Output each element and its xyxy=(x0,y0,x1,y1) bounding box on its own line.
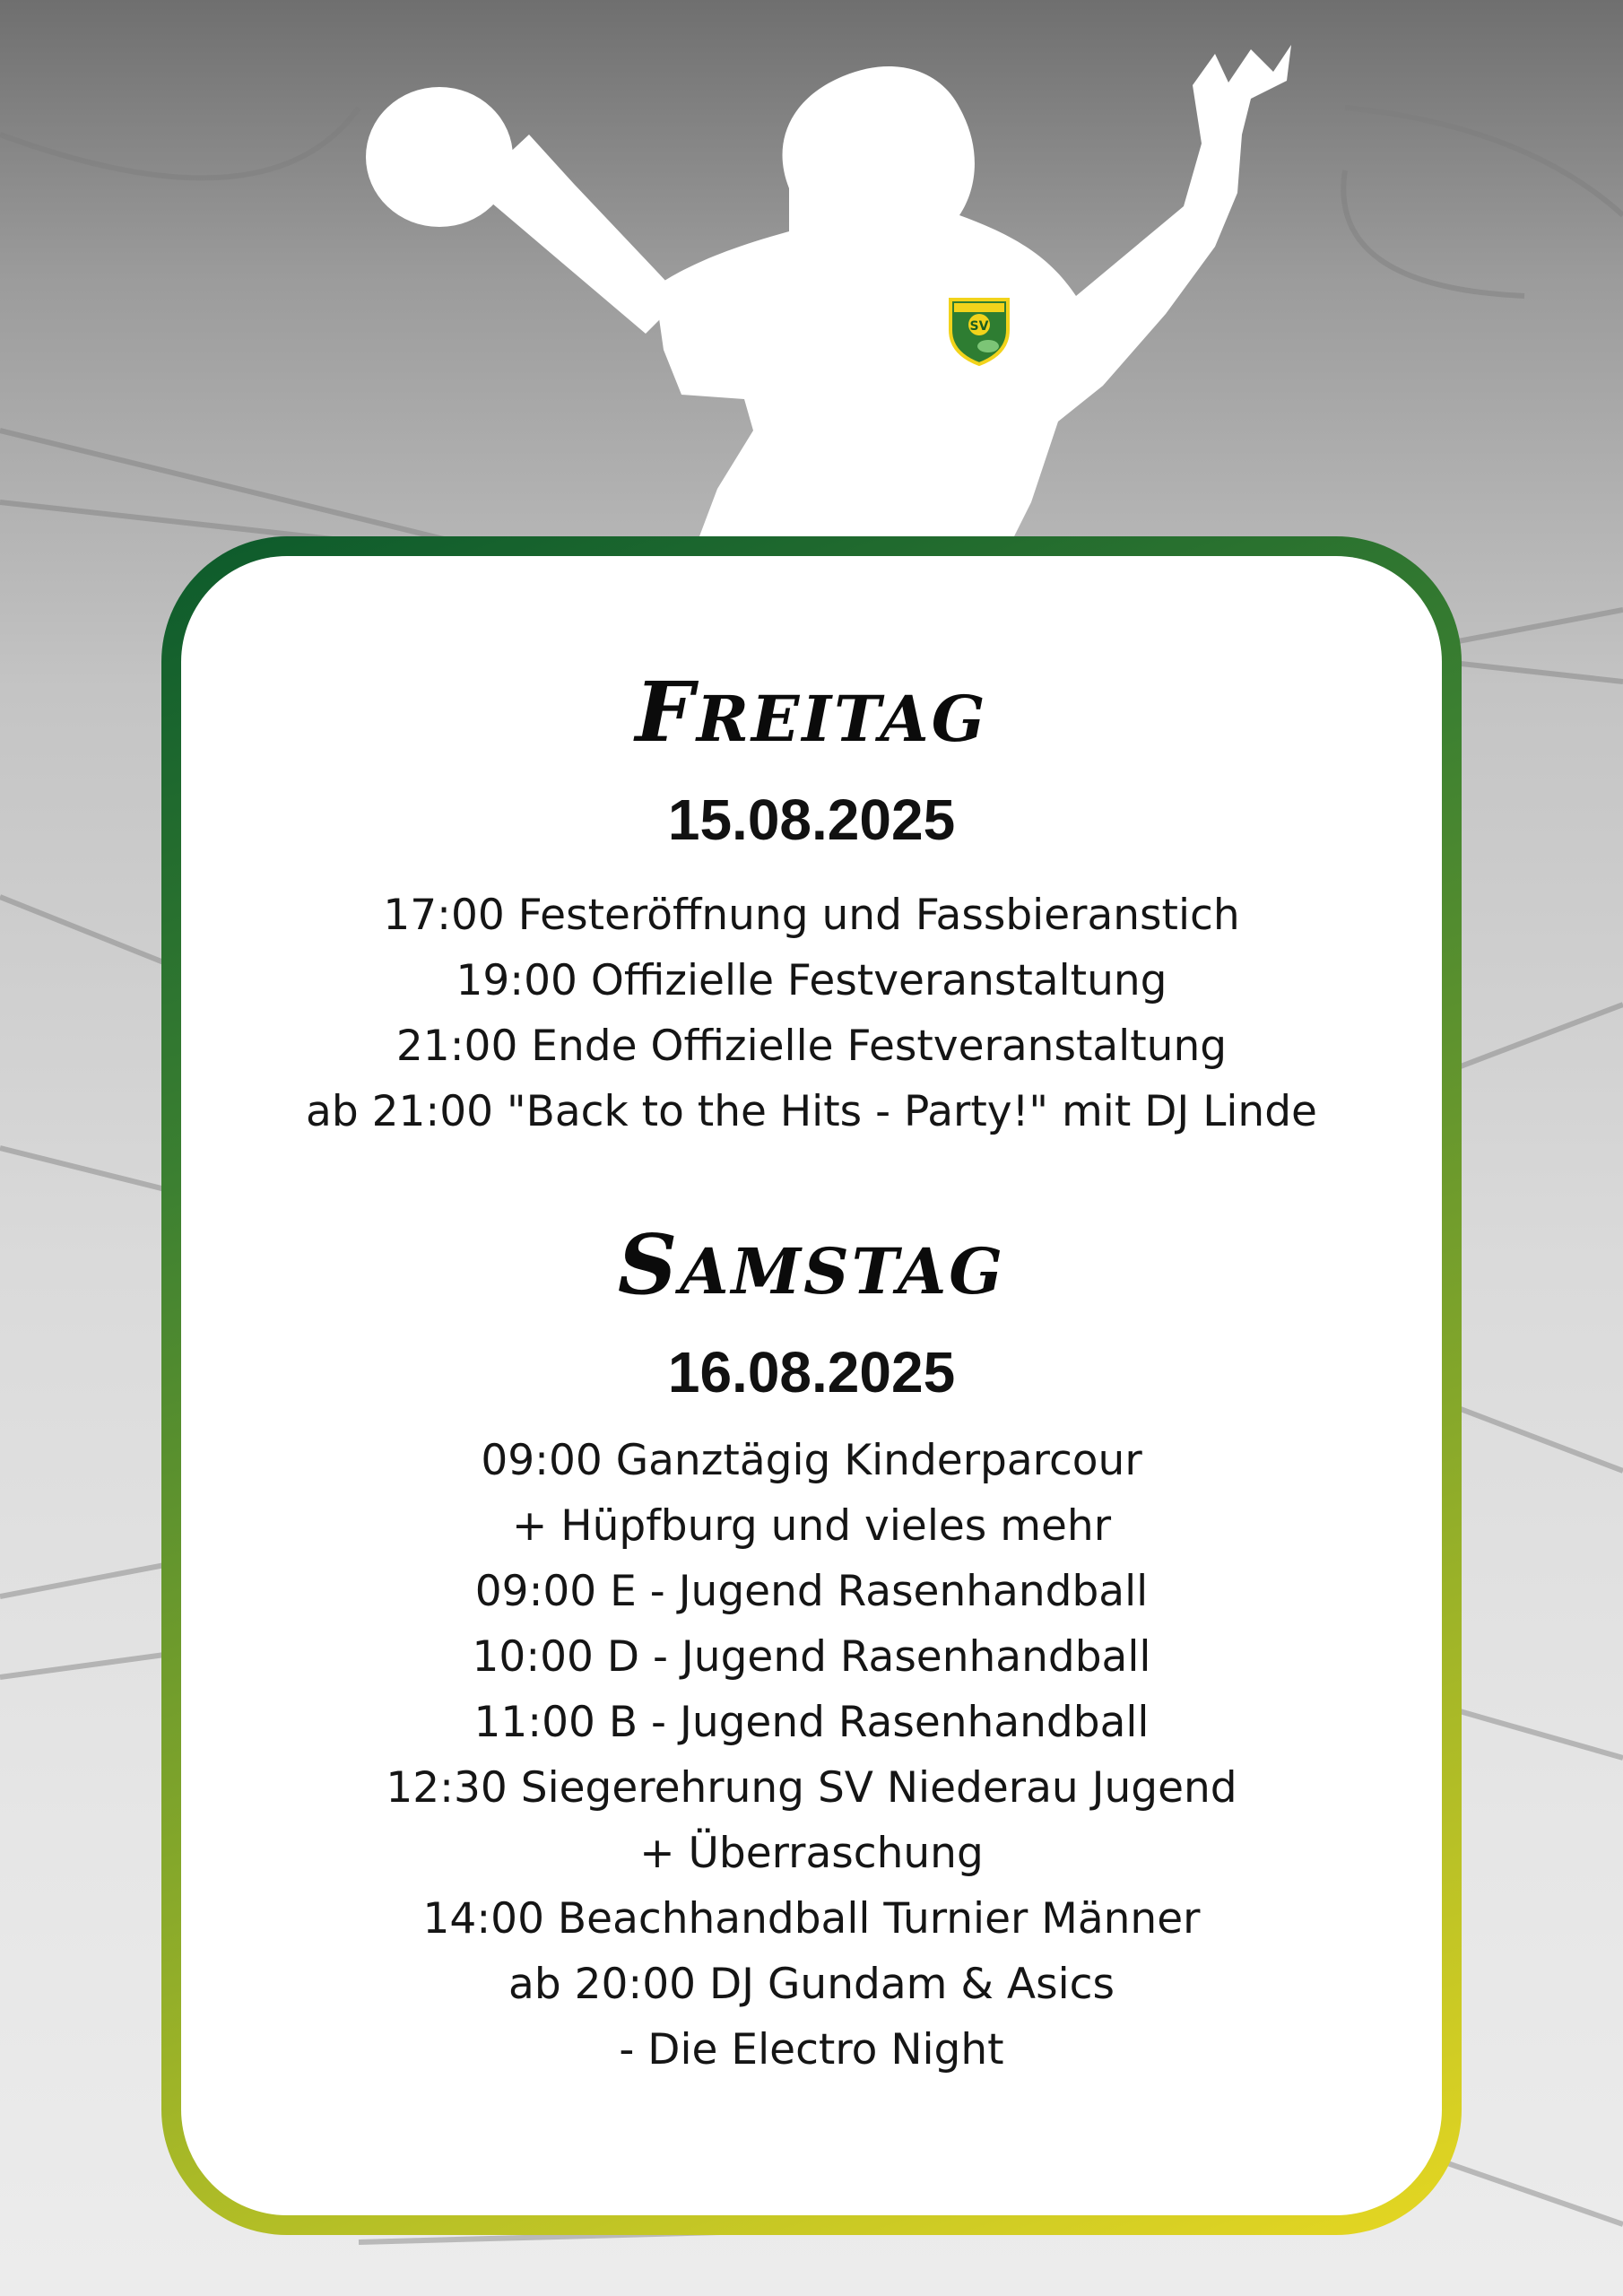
friday-heading xyxy=(181,664,1442,761)
program-item: 09:00 E - Jugend Rasenhandball xyxy=(474,1567,1149,1616)
program-item: 21:00 Ende Offizielle Festveranstaltung xyxy=(395,1022,1228,1071)
friday-date: 15.08.2025 xyxy=(667,787,956,852)
friday-heading-initial: F xyxy=(635,664,697,761)
program-item: ab 21:00 "Back to the Hits - Party!" mit DJ Linde xyxy=(306,1087,1317,1136)
saturday-heading-rest: AMSTAG xyxy=(680,1234,1006,1309)
saturday-program xyxy=(181,1428,1442,2083)
club-crest-logo xyxy=(947,294,1011,366)
program-item: + Überraschung xyxy=(639,1829,984,1878)
friday-heading-rest: REITAG xyxy=(696,682,988,756)
program-item: 17:00 Festeröffnung und Fassbieranstich xyxy=(383,891,1240,940)
saturday-heading-initial: S xyxy=(617,1216,681,1313)
program-item: 19:00 Offizielle Festveranstaltung xyxy=(456,956,1167,1005)
program-item: 11:00 B - Jugend Rasenhandball xyxy=(473,1698,1150,1747)
program-item: + Hüpfburg und vieles mehr xyxy=(511,1501,1112,1551)
svg-text:SV: SV xyxy=(969,319,989,334)
schedule-card xyxy=(181,556,1442,2215)
program-item: - Die Electro Night xyxy=(619,2025,1004,2074)
saturday-heading xyxy=(181,1216,1442,1313)
program-item: ab 20:00 DJ Gundam & Asics xyxy=(508,1960,1115,2009)
handball-player-silhouette xyxy=(0,0,1623,574)
saturday-date: 16.08.2025 xyxy=(667,1340,956,1405)
friday-program xyxy=(181,883,1442,1144)
schedule-card-frame xyxy=(161,536,1462,2235)
program-item: 09:00 Ganztägig Kinderparcour xyxy=(481,1436,1142,1485)
program-item: 14:00 Beachhandball Turnier Männer xyxy=(422,1894,1201,1944)
program-item: 12:30 Siegerehrung SV Niederau Jugend xyxy=(386,1763,1237,1813)
program-item: 10:00 D - Jugend Rasenhandball xyxy=(472,1632,1151,1682)
